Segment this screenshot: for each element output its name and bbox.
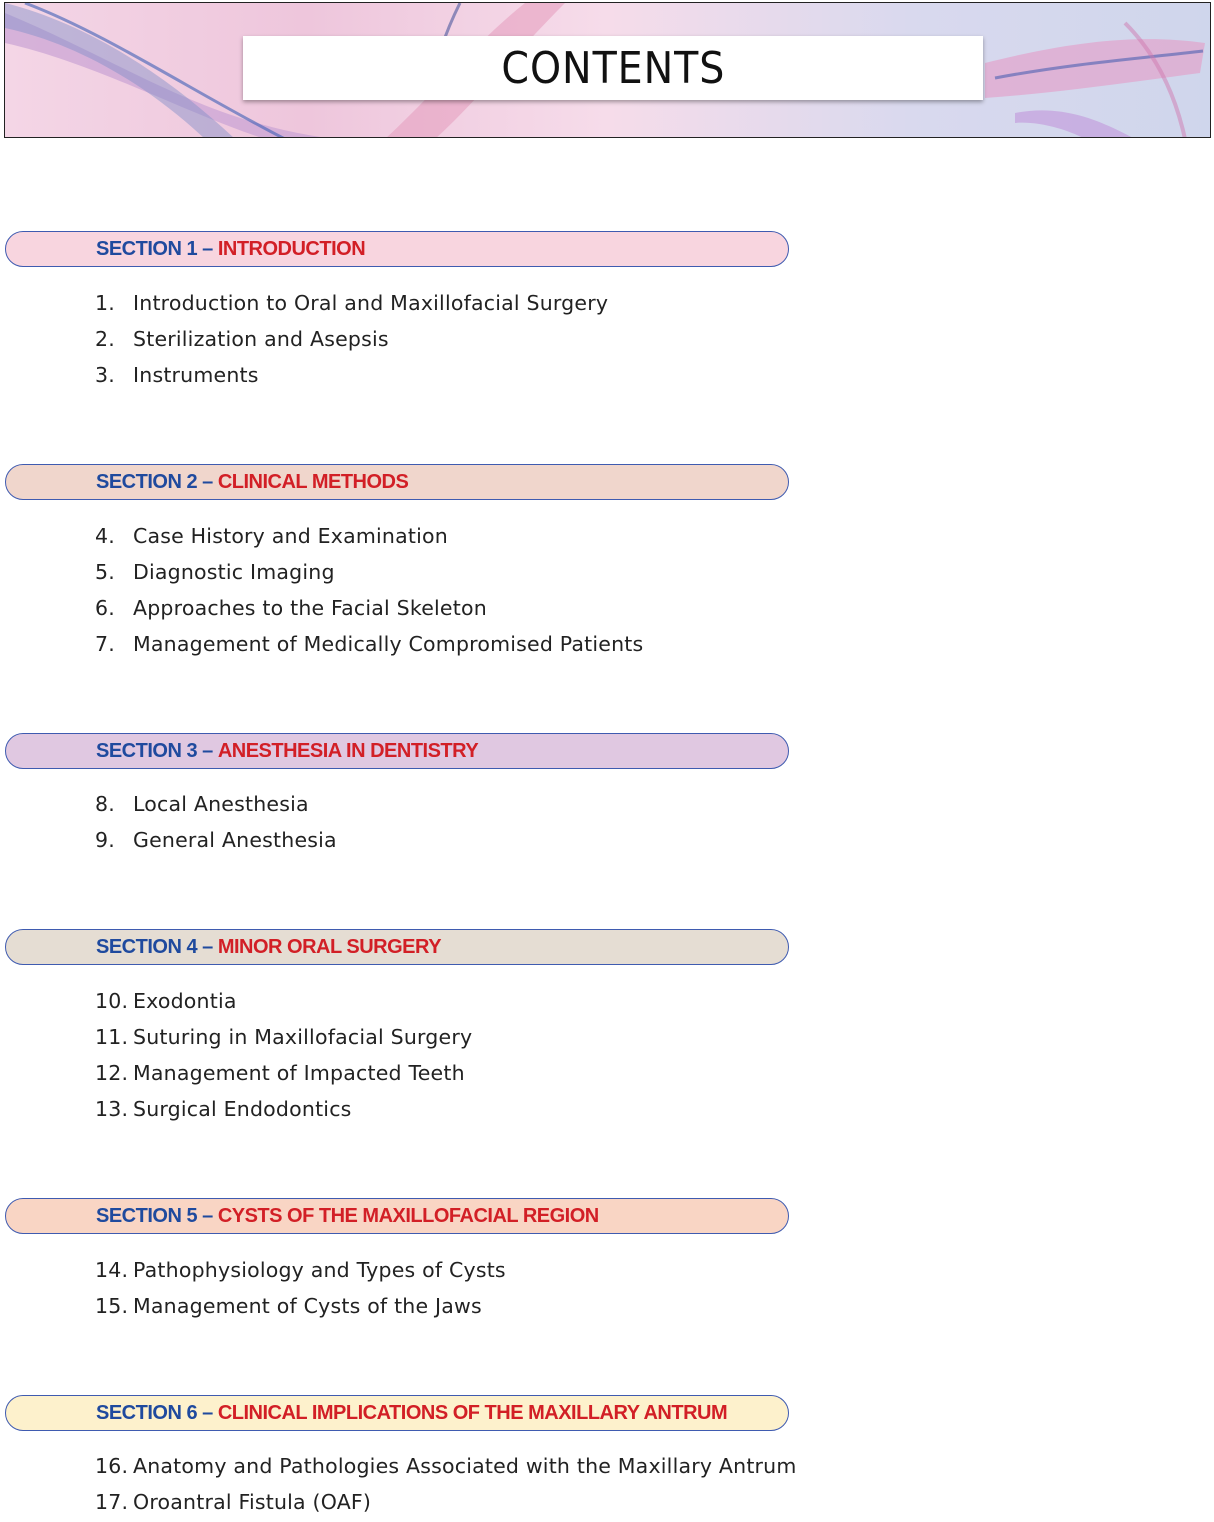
section-5-number: SECTION 5 – [96, 1204, 218, 1227]
chapter-11: 11. Suturing in Maxillofacial Surgery [95, 1025, 473, 1049]
chapter-12: 12. Management of Impacted Teeth [95, 1061, 465, 1085]
chapter-10: 10. Exodontia [95, 989, 237, 1013]
section-6-title: CLINICAL IMPLICATIONS OF THE MAXILLARY ANTRUM [217, 1401, 728, 1424]
chapter-13: 13. Surgical Endodontics [95, 1097, 352, 1121]
chapter-2: 2. Sterilization and Asepsis [95, 327, 389, 351]
section-1-title: INTRODUCTION [217, 237, 366, 260]
section-4-header [5, 929, 789, 965]
section-6-number: SECTION 6 – [96, 1401, 218, 1424]
page-title: CONTENTS [501, 42, 725, 94]
section-1-header [5, 231, 789, 267]
section-3-title: ANESTHESIA IN DENTISTRY [217, 739, 479, 762]
chapter-1: 1. Introduction to Oral and Maxillofacial Surgery [95, 291, 609, 315]
section-4-title: MINOR ORAL SURGERY [217, 935, 442, 958]
chapter-9: 9. General Anesthesia [95, 828, 337, 852]
chapter-6: 6. Approaches to the Facial Skeleton [95, 596, 487, 620]
section-2-header [5, 464, 789, 500]
chapter-5: 5. Diagnostic Imaging [95, 560, 335, 584]
title-box [243, 36, 983, 100]
section-2-number: SECTION 2 – [96, 470, 218, 493]
header-banner [4, 2, 1211, 138]
chapter-14: 14. Pathophysiology and Types of Cysts [95, 1258, 506, 1282]
chapter-7: 7. Management of Medically Compromised Patients [95, 632, 644, 656]
chapter-3: 3. Instruments [95, 363, 259, 387]
section-1-number: SECTION 1 – [96, 237, 218, 260]
chapter-16: 16. Anatomy and Pathologies Associated with the Maxillary Antrum [95, 1454, 797, 1478]
section-2-title: CLINICAL METHODS [217, 470, 409, 493]
chapter-8: 8. Local Anesthesia [95, 792, 309, 816]
section-6-header [5, 1395, 789, 1431]
chapter-4: 4. Case History and Examination [95, 524, 448, 548]
section-3-number: SECTION 3 – [96, 739, 218, 762]
chapter-15: 15. Management of Cysts of the Jaws [95, 1294, 482, 1318]
section-4-number: SECTION 4 – [96, 935, 218, 958]
section-5-title: CYSTS OF THE MAXILLOFACIAL REGION [217, 1204, 599, 1227]
section-3-header [5, 733, 789, 769]
chapter-17: 17. Oroantral Fistula (OAF) [95, 1490, 372, 1514]
section-5-header [5, 1198, 789, 1234]
